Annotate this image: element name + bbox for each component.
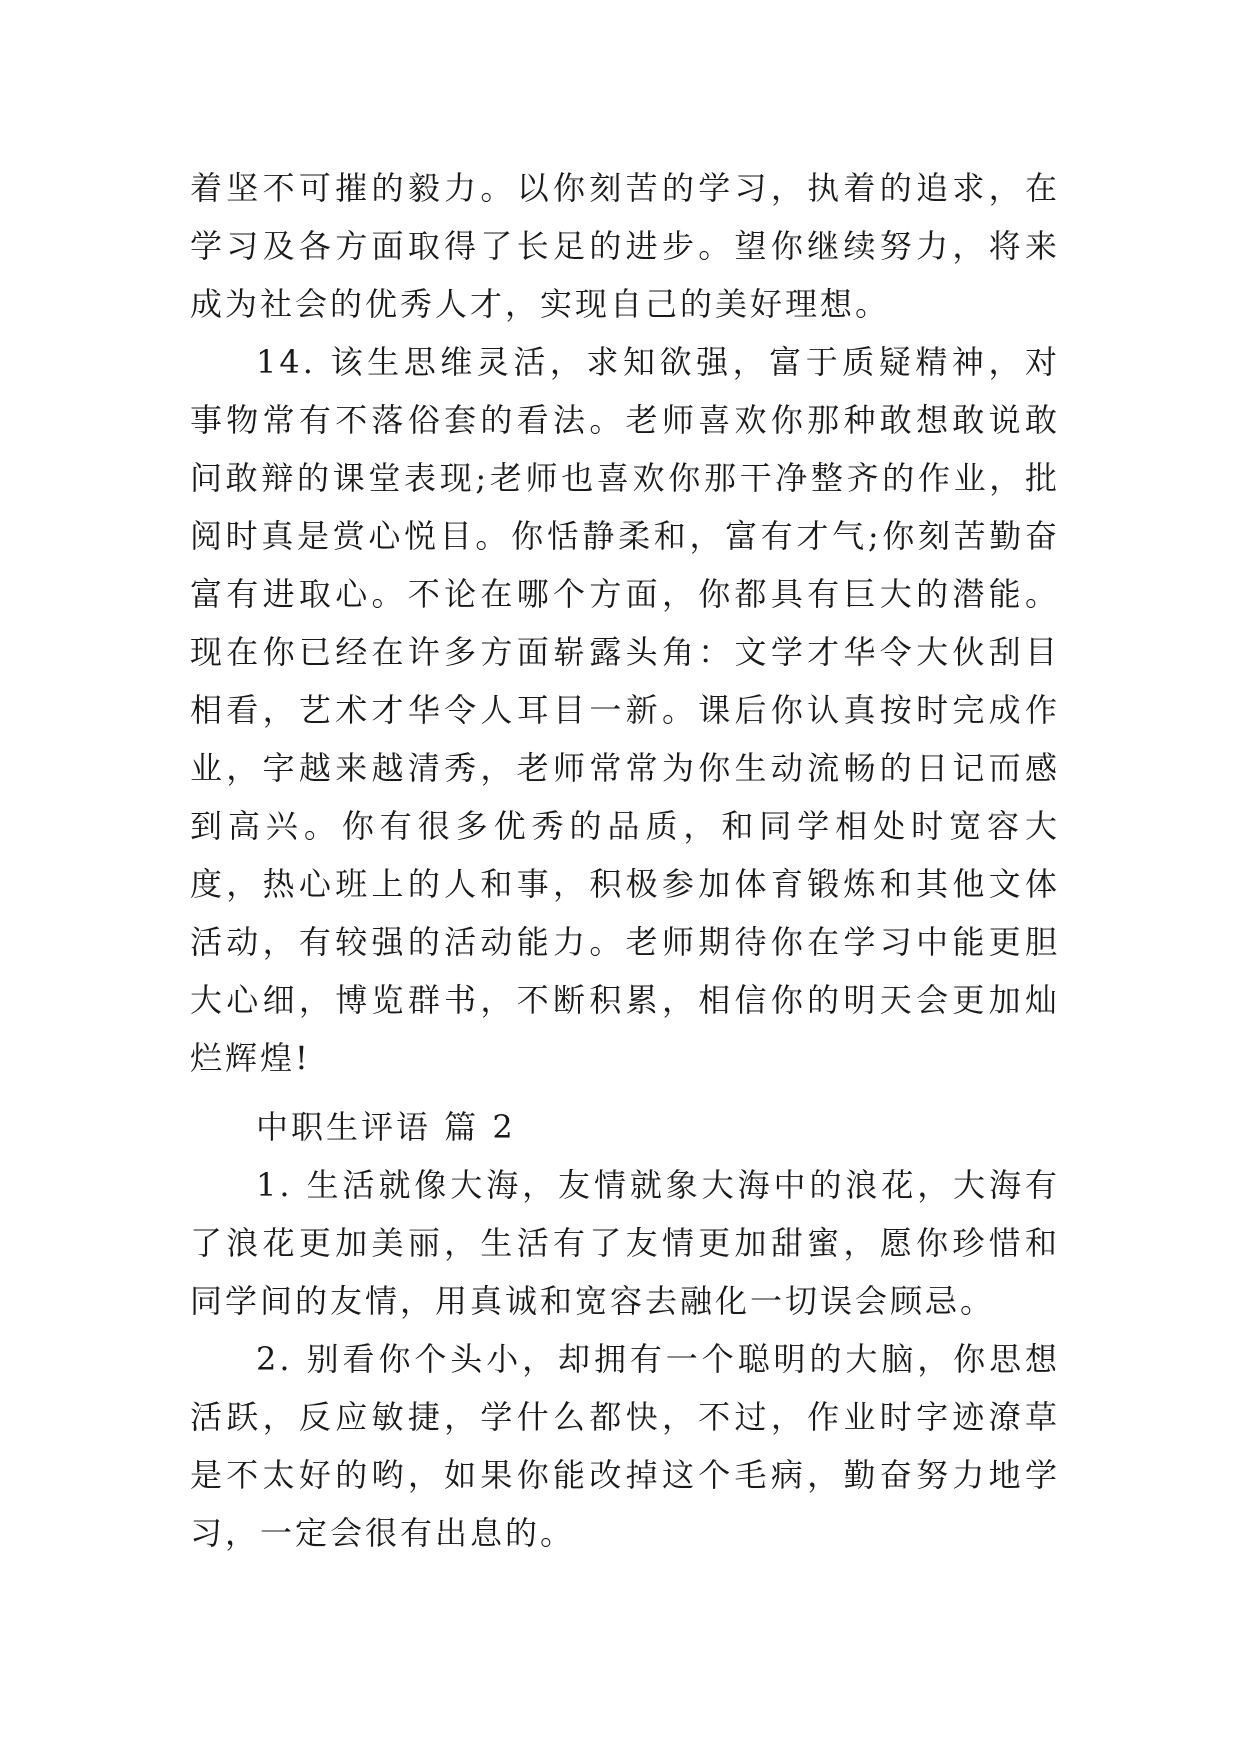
paragraph-continuation: 着坚不可摧的毅力。以你刻苦的学习，执着的追求，在学习及各方面取得了长足的进步。望你继续努力，将来成为社会的优秀人才，实现自己的美好理想。: [190, 169, 1060, 323]
section-heading: 中职生评语 篇 2: [256, 1108, 516, 1146]
paragraph-item-14: 14. 该生思维灵活，求知欲强，富于质疑精神，对事物常有不落俗套的看法。老师喜欢你那种敢想敢说敢问敢辩的课堂表现;老师也喜欢你那干净整齐的作业，批阅时真是赏心悦目。你恬静柔和，富有才气;你刻苦勤奋富有进取心。不论在哪个方面，你都具有巨大的潜能。现在你已经在许多方面崭露头角：文学才华令大伙刮目相看，艺术才华令人耳目一新。课后你认真按时完成作业，字越来越清秀，老师常常为你生动流畅的日记而感到高兴。你有很多优秀的品质，和同学相处时宽容大度，热心班上的人和事，积极参加体育锻炼和其他文体活动，有较强的活动能力。老师期待你在学习中能更胆大心细，博览群书，不断积累，相信你的明天会更加灿烂辉煌!: [190, 343, 1060, 1077]
paragraph-item-2: 2. 别看你个头小，却拥有一个聪明的大脑，你思想活跃，反应敏捷，学什么都快，不过，作业时字迹潦草是不太好的哟，如果你能改掉这个毛病，勤奋努力地学习，一定会很有出息的。: [190, 1340, 1060, 1552]
paragraph-item-1: 1. 生活就像大海，友情就象大海中的浪花，大海有了浪花更加美丽，生活有了友情更加甜蜜，愿你珍惜和同学间的友情，用真诚和宽容去融化一切误会顾忌。: [190, 1166, 1060, 1320]
